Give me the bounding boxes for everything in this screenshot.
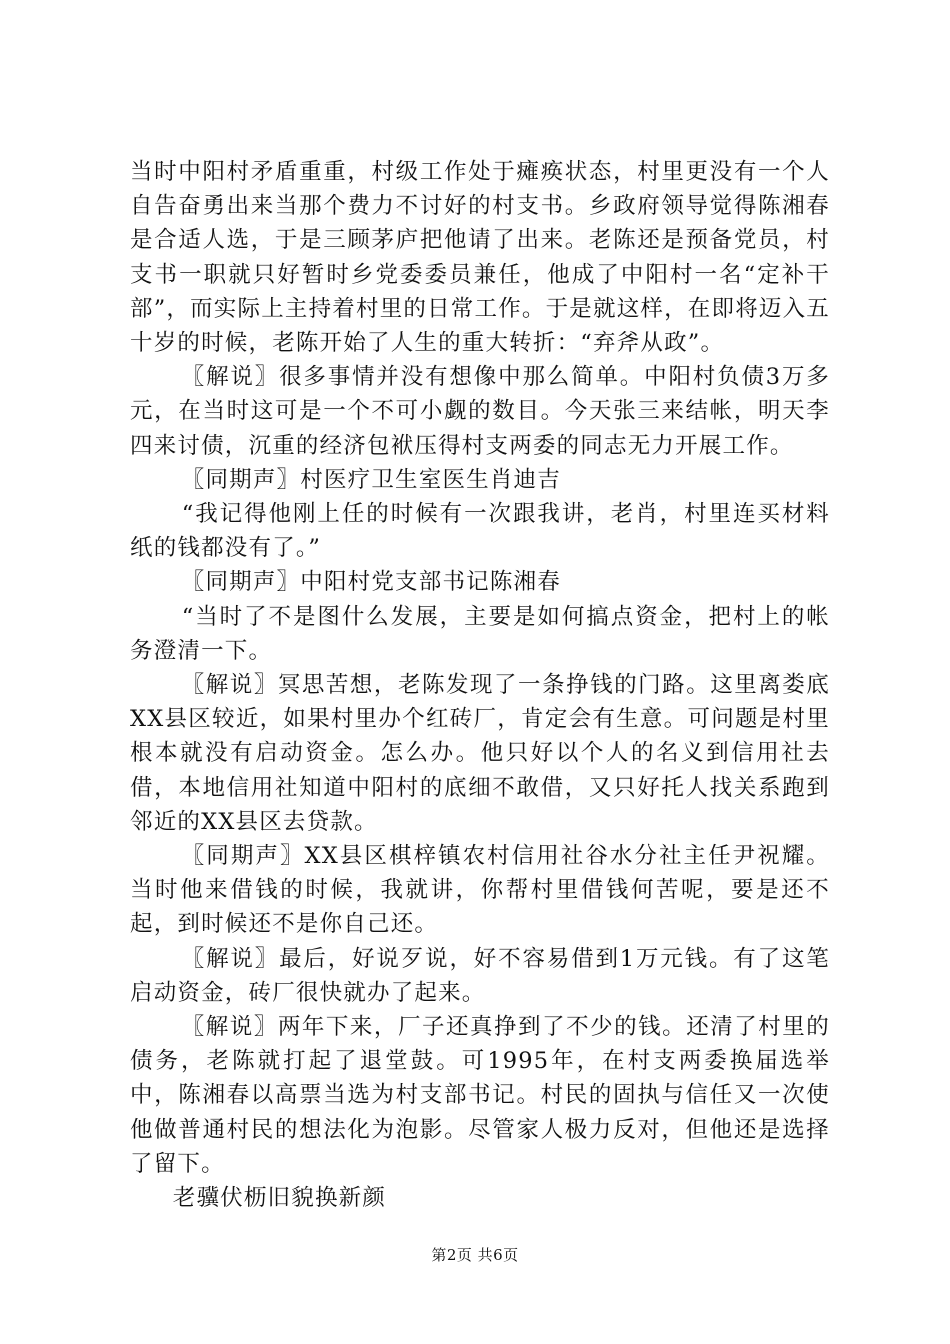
paragraph: 〖同期声〗村医疗卫生室医生肖迪吉	[181, 466, 561, 493]
paragraph: 〖同期声〗中阳村党支部书记陈湘春	[181, 569, 561, 596]
paragraph: 〖解说〗很多事情并没有想像中那么简单。中阳村负债3万多元，在当时这可是一个不可小觑的数目。今天张三来结帐，明天李四来讨债，沉重的经济包袱压得村支两委的同志无力开展工作。	[130, 364, 830, 459]
paragraph: 〖解说〗冥思苦想，老陈发现了一条挣钱的门路。这里离娄底XX县区较近，如果村里办个红砖厂，肯定会有生意。可问题是村里根本就没有启动资金。怎么办。他只好以个人的名义到信用社去借，本地信用社知道中阳村的底细不敢借，又只好托人找关系跑到邻近的XX县区去贷款。	[130, 672, 830, 835]
paragraph: 当时中阳村矛盾重重，村级工作处于瘫痪状态，村里更没有一个人自告奋勇出来当那个费力不讨好的村支书。乡政府领导觉得陈湘春是合适人选，于是三顾茅庐把他请了出来。老陈还是预备党员，村支书一职就只好暂时乡党委委员兼任，他成了中阳村一名“定补干部”，而实际上主持着村里的日常工作。于是就这样，在即将迈入五十岁的时候，老陈开始了人生的重大转折：“弃斧从政”。	[130, 159, 831, 357]
paragraph: “我记得他刚上任的时候有一次跟我讲，老肖，村里连买材料纸的钱都没有了。”	[130, 501, 830, 562]
document-body	[130, 155, 830, 1215]
paragraph: 〖解说〗两年下来，厂子还真挣到了不少的钱。还清了村里的债务，老陈就打起了退堂鼓。可1995年，在村支两委换届选举中，陈湘春以高票当选为村支部书记。村民的固执与信任又一次使他做普通村民的想法化为泡影。尽管家人极力反对，但他还是选择了留下。	[130, 1014, 830, 1177]
paragraph: “当时了不是图什么发展，主要是如何搞点资金，把村上的帐务澄清一下。	[130, 603, 830, 664]
paragraph: 〖同期声〗XX县区棋梓镇农村信用社谷水分社主任尹祝耀。当时他来借钱的时候，我就讲，你帮村里借钱何苦呢，要是还不起，到时候还不是你自己还。	[130, 843, 830, 938]
page-number: 第2页 共6页	[431, 1246, 519, 1264]
section-heading: 老骥伏枥旧貌换新颜	[172, 1185, 387, 1212]
paragraph: 〖解说〗最后，好说歹说，好不容易借到1万元钱。有了这笔启动资金，砖厂很快就办了起来。	[130, 945, 830, 1006]
